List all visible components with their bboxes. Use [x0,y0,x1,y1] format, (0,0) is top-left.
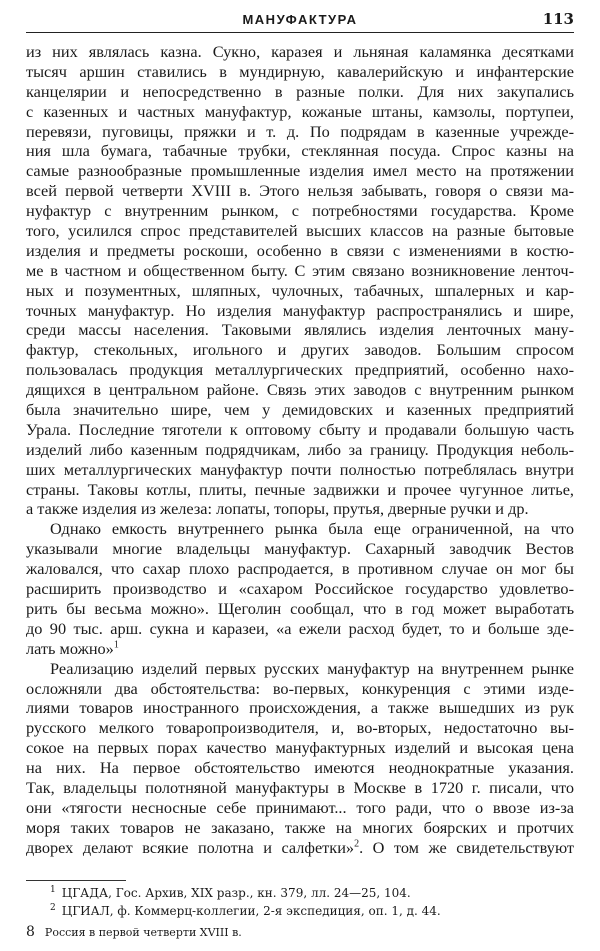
text-line: была значительно шире, чем у демидовских и казенных предприятий [26,400,574,420]
footnote-reference: 1 [113,639,119,651]
footnote [26,884,574,902]
text-line: жаловался, что сахар плохо распродается, в противном случае он мог бы [26,559,574,579]
text-line: точных мануфактур. Но изделия мануфактур распространялись и шире, [26,300,574,320]
text-line: Урала. Последние тяготели к оптовому сбыту и продавали большую часть [26,419,574,439]
text-line: изделий либо казенным подрядчикам, либо за границу. Продукция неболь- [26,439,574,459]
running-title: МАНУФАКТУРА [242,12,358,27]
printer-signature [26,924,242,940]
paragraph [26,519,574,658]
text-line: самые разнообразные промышленные изделия имел место на протяжении [26,161,574,181]
footnote-reference: 2 [354,838,360,850]
text-line [26,499,574,519]
text-line: Реализацию изделий первых русских мануфактур на внутреннем рынке [50,658,574,678]
signature-number: 8 [26,924,35,940]
text-line: сокое на первых порах качество мануфактурных изделий и высокая цена [26,738,574,758]
text-line: из них являлась казна. Сукно, каразея и льняная каламянка десятками [26,42,574,61]
text-line: рить бы весьма можно». Щеголин сообщал, что в год может выработать [26,598,574,618]
text-line [26,838,574,858]
text-line: страны. Таковы котлы, плиты, печные задвижки и прочее чугунное литье, [26,479,574,499]
text-line: они «тягости несносные себе принимают... того ради, что о ввозе из-за [26,797,574,817]
text-line: Так, владельцы полотняной мануфактуры в Москве в 1720 г. писали, что [26,777,574,797]
text-line: указывали многие владельцы мануфактур. Сахарный заводчик Вестов [26,539,574,559]
line-text: дворех делают всякие полотна и салфетки» [26,837,355,857]
text-line: лиями товаров иностранного происхождения, а также вышедших из рук [26,698,574,718]
text-line: Однако емкость внутреннего рынка была еще ограниченной, на что [50,519,574,539]
text-line: всей первой четверти XVIII в. Этого нельзя забывать, говоря о связи ма- [26,181,574,201]
footnotes [26,884,574,920]
header-rule [26,32,574,33]
footnote-rule [26,880,126,881]
line-text: лать можно» [26,638,114,658]
text-line: нуфактур с внутренним рынком, с потребностями государства. Кроме [26,201,574,221]
footnote [26,902,574,920]
text-line: дящихся в центральном районе. Связь этих заводов с внутренним рынком [26,380,574,400]
text-line: моря таких товаров не заказано, также на многих боярских и протчих [26,817,574,837]
text-line: ме в частном и общественном быту. С этим связано возникновение ленточ- [26,260,574,280]
body-text [26,42,574,858]
text-line: с казенных и частных мануфактур, кожаные штаны, камзолы, портупеи, [26,101,574,121]
page-number: 113 [542,10,574,28]
text-line: ных и позументных, шляпных, чулочных, табачных, шпалерных и кар- [26,280,574,300]
text-line: ших металлургических мануфактур почти полностью потреблялась внутри [26,459,574,479]
footnote-mark: 1 [50,885,56,895]
text-line: фактур, стекольных, игольного и других заводов. Большим спросом [26,340,574,360]
line-tail: . О том же свидетельствуют [359,837,574,857]
text-line: тысяч аршин ставились в мундирную, кавалерийскую и инфантерские [26,61,574,81]
text-line: изделия и предметы роскоши, особенно в связи с изменениями в костю- [26,240,574,260]
text-line: пользовалась продукция металлургических предприятий, особенно нахо- [26,360,574,380]
text-line: расширить производство и «сахаром Российское государство удовлетво- [26,579,574,599]
text-line: перевязи, пуговицы, пряжки и т. д. По подрядам в казенные учрежде- [26,121,574,141]
text-line: русского мелкого товаропроизводителя, и, во-вторых, недостаточно вы- [26,718,574,738]
signature-text: Россия в первой четверти XVIII в. [44,926,242,939]
line-text: а также изделия из железа: лопаты, топоры, прутья, дверные ручки и др. [26,499,529,519]
text-line [26,639,574,659]
footnote-mark: 2 [50,903,56,913]
text-line: ния шла бумага, табачные трубки, стеклянная посуда. Спрос казны на [26,141,574,161]
paragraph [26,659,574,858]
footnote-text: ЦГИАЛ, ф. Коммерц-коллегии, 2-я экспедиция, оп. 1, д. 44. [61,904,441,918]
text-line: того, усилился спрос представителей высших классов на разные бытовые [26,221,574,241]
text-line: до 90 тыс. арш. сукна и каразеи, «а ежели расход будет, то и больше зде- [26,618,574,638]
page-header [26,10,574,32]
text-line: канцелярии и непосредственно в разные полки. Для них закупались [26,81,574,101]
text-line: осложняли два обстоятельства: во-первых, конкуренция с этими изде- [26,678,574,698]
text-line: среди массы населения. Таковыми являлись изделия ленточных ману- [26,320,574,340]
text-line: на них. На первое обстоятельство имеются неоднократные указания. [26,758,574,778]
paragraph [26,42,574,519]
footnote-text: ЦГАДА, Гос. Архив, XIX разр., кн. 379, лл. 24—25, 104. [61,886,411,900]
